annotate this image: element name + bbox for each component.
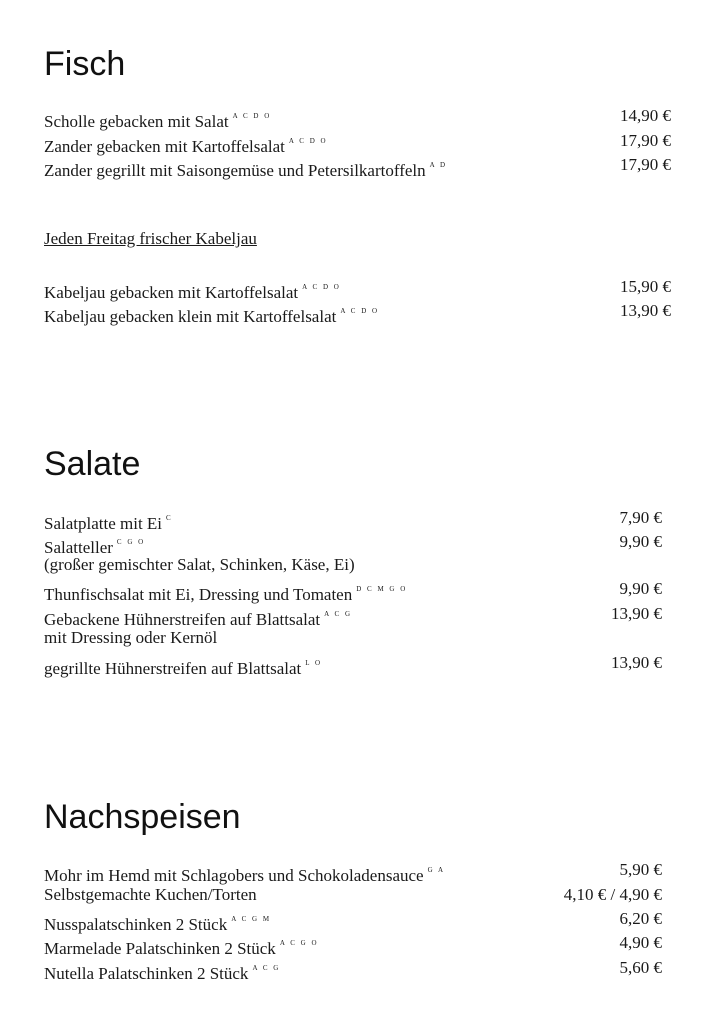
- item-price: 6,20 €: [619, 909, 662, 928]
- item-price: 17,90 €: [620, 131, 671, 150]
- subheading-kabeljau: Jeden Freitag frischer Kabeljau: [44, 229, 257, 248]
- menu-item-note: [44, 626, 662, 650]
- allergen-codes: A C G: [252, 964, 281, 972]
- item-price: 5,90 €: [619, 860, 662, 879]
- item-name: Kabeljau gebacken klein mit Kartoffelsalat: [44, 307, 337, 326]
- menu-item: [44, 651, 662, 681]
- item-name: gegrillte Hühnerstreifen auf Blattsalat: [44, 659, 302, 678]
- allergen-codes: C: [166, 514, 173, 522]
- section-title-salate: Salate: [44, 445, 141, 483]
- item-price: 13,90 €: [611, 604, 662, 623]
- item-price: 4,10 € / 4,90 €: [563, 885, 662, 904]
- item-name: Zander gebacken mit Kartoffelsalat: [44, 137, 285, 156]
- item-name: Salatplatte mit Ei: [44, 514, 163, 533]
- item-name: Nusspalatschinken 2 Stück: [44, 915, 228, 934]
- menu-item-note: [44, 553, 662, 577]
- menu-item: [44, 299, 671, 329]
- item-price: 17,90 €: [620, 155, 671, 174]
- item-name: Selbstgemachte Kuchen/Torten: [44, 885, 257, 904]
- item-price: 13,90 €: [611, 653, 662, 672]
- item-name: Thunfischsalat mit Ei, Dressing und Tomaten: [44, 585, 353, 604]
- allergen-codes: C G O: [116, 538, 146, 546]
- item-name: Nutella Palatschinken 2 Stück: [44, 964, 249, 983]
- item-price: 15,90 €: [620, 277, 671, 296]
- item-price: 9,90 €: [619, 532, 662, 551]
- allergen-codes: A C G O: [279, 939, 319, 947]
- item-name: Kabeljau gebacken mit Kartoffelsalat: [44, 283, 299, 302]
- allergen-codes: A C D O: [302, 283, 341, 291]
- allergen-codes: A C D O: [288, 137, 328, 145]
- section-title-nachspeisen: Nachspeisen: [44, 798, 241, 836]
- item-name: Scholle gebacken mit Salat: [44, 112, 229, 131]
- item-price: 7,90 €: [619, 508, 662, 527]
- item-price: 9,90 €: [619, 579, 662, 598]
- menu-item: [44, 956, 662, 986]
- section-title-fisch: Fisch: [44, 45, 126, 83]
- item-price: 5,60 €: [619, 958, 662, 977]
- allergen-codes: A D: [429, 161, 448, 169]
- menu-item: [44, 153, 671, 183]
- item-price: 14,90 €: [620, 106, 671, 125]
- allergen-codes: G A: [427, 866, 446, 874]
- item-name: Marmelade Palatschinken 2 Stück: [44, 939, 276, 958]
- item-name: Salatteller: [44, 538, 113, 557]
- item-price: 13,90 €: [620, 301, 671, 320]
- menu-item: [44, 883, 662, 907]
- item-name: Mohr im Hemd mit Schlagobers und Schokoladensauce: [44, 866, 424, 885]
- item-name: Gebackene Hühnerstreifen auf Blattsalat: [44, 610, 321, 629]
- item-name: mit Dressing oder Kernöl: [44, 628, 218, 647]
- allergen-codes: A C G: [324, 610, 353, 618]
- item-price: 4,90 €: [619, 933, 662, 952]
- allergen-codes: A C D O: [232, 112, 272, 120]
- allergen-codes: A C G M: [231, 915, 272, 923]
- allergen-codes: A C D O: [340, 307, 380, 315]
- item-name: (großer gemischter Salat, Schinken, Käse, Ei): [44, 555, 355, 574]
- allergen-codes: L O: [305, 659, 323, 667]
- allergen-codes: D C M G O: [356, 585, 408, 593]
- item-name: Zander gegrillt mit Saisongemüse und Petersilkartoffeln: [44, 161, 426, 180]
